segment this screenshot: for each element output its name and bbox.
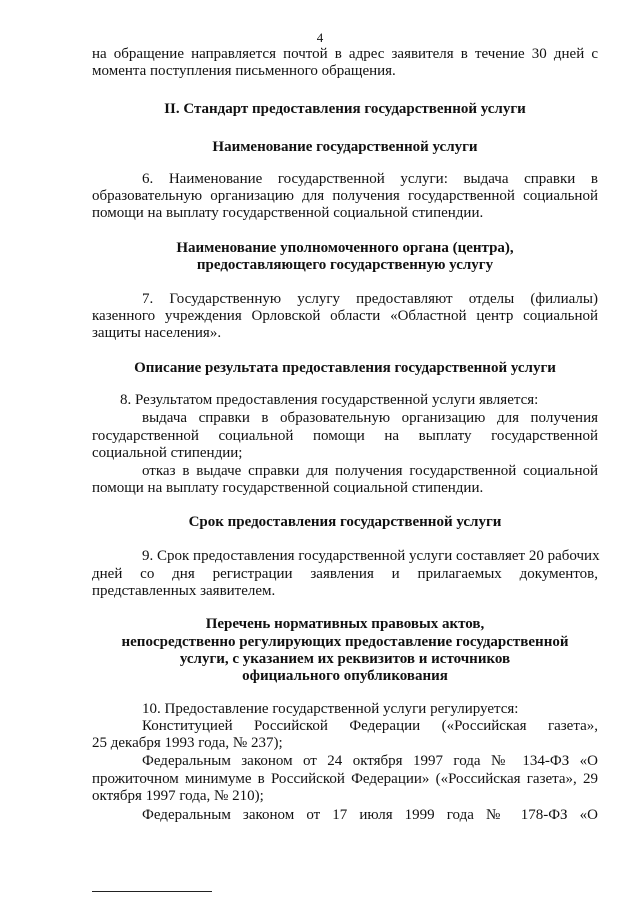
p7-line-3: защиты населения». xyxy=(92,325,222,341)
heading-term: Срок предоставления государственной услуги xyxy=(188,514,502,530)
heading-acts-1: Перечень нормативных правовых актов, xyxy=(205,616,485,632)
p8-line-3: государственной социальной помощи на выплату государственной xyxy=(92,428,598,444)
heading-acts-3: услуги, с указанием их реквизитов и источников xyxy=(179,651,511,667)
p10-line-4: Федеральным законом от 24 октября 1997 года № 134-ФЗ «О xyxy=(142,753,598,769)
p8-line-6: помощи на выплату государственной социальной стипендии. xyxy=(92,480,484,496)
heading-organ-2: предоставляющего государственную услугу xyxy=(196,257,494,273)
heading-service-name: Наименование государственной услуги xyxy=(212,139,478,155)
heading-result: Описание результата предоставления государственной услуги xyxy=(134,360,556,376)
footnote-separator xyxy=(92,891,212,892)
heading-acts-4: официального опубликования xyxy=(242,668,448,684)
page-number: 4 xyxy=(316,30,324,45)
heading-acts-2: непосредственно регулирующих предоставление государственной xyxy=(121,634,569,650)
p10-line-5: прожиточном минимуме в Российской Федерации» («Российская газета», 29 xyxy=(92,771,598,787)
section-title: II. Стандарт предоставления государственной услуги xyxy=(164,101,526,117)
heading-organ-1: Наименование уполномоченного органа (центра), xyxy=(176,240,514,256)
p10-line-1: 10. Предоставление государственной услуги регулируется: xyxy=(142,701,519,717)
p8-line-1: 8. Результатом предоставления государственной услуги является: xyxy=(120,392,539,408)
p6-line-1: 6. Наименование государственной услуги: выдача справки в xyxy=(142,171,598,187)
p6-line-3: помощи на выплату государственной социальной стипендии. xyxy=(92,205,484,221)
p10-line-7: Федеральным законом от 17 июля 1999 года № 178-ФЗ «О xyxy=(142,807,598,823)
intro-line-1: на обращение направляется почтой в адрес заявителя в течение 30 дней с xyxy=(92,46,598,62)
p8-line-4: социальной стипендии; xyxy=(92,445,243,461)
p7-line-1: 7. Государственную услугу предоставляют отделы (филиалы) xyxy=(142,291,598,307)
p10-line-3: 25 декабря 1993 года, № 237); xyxy=(92,735,283,751)
p10-line-2: Конституцией Российской Федерации («Российская газета», xyxy=(142,718,598,734)
p7-line-2: казенного учреждения Орловской области «Областной центр социальной xyxy=(92,308,598,324)
p10-line-6: октября 1997 года, № 210); xyxy=(92,788,264,804)
p6-line-2: образовательную организацию для получения государственной социальной xyxy=(92,188,598,204)
p8-line-2: выдача справки в образовательную организацию для получения xyxy=(142,410,598,426)
p9-line-2: дней со дня регистрации заявления и прилагаемых документов, xyxy=(92,566,598,582)
p9-line-1: 9. Срок предоставления государственной услуги составляет 20 рабочих xyxy=(142,548,600,564)
p9-line-3: представленных заявителем. xyxy=(92,583,276,599)
p8-line-5: отказ в выдаче справки для получения государственной социальной xyxy=(142,463,598,479)
intro-line-2: момента поступления письменного обращения. xyxy=(92,63,396,79)
